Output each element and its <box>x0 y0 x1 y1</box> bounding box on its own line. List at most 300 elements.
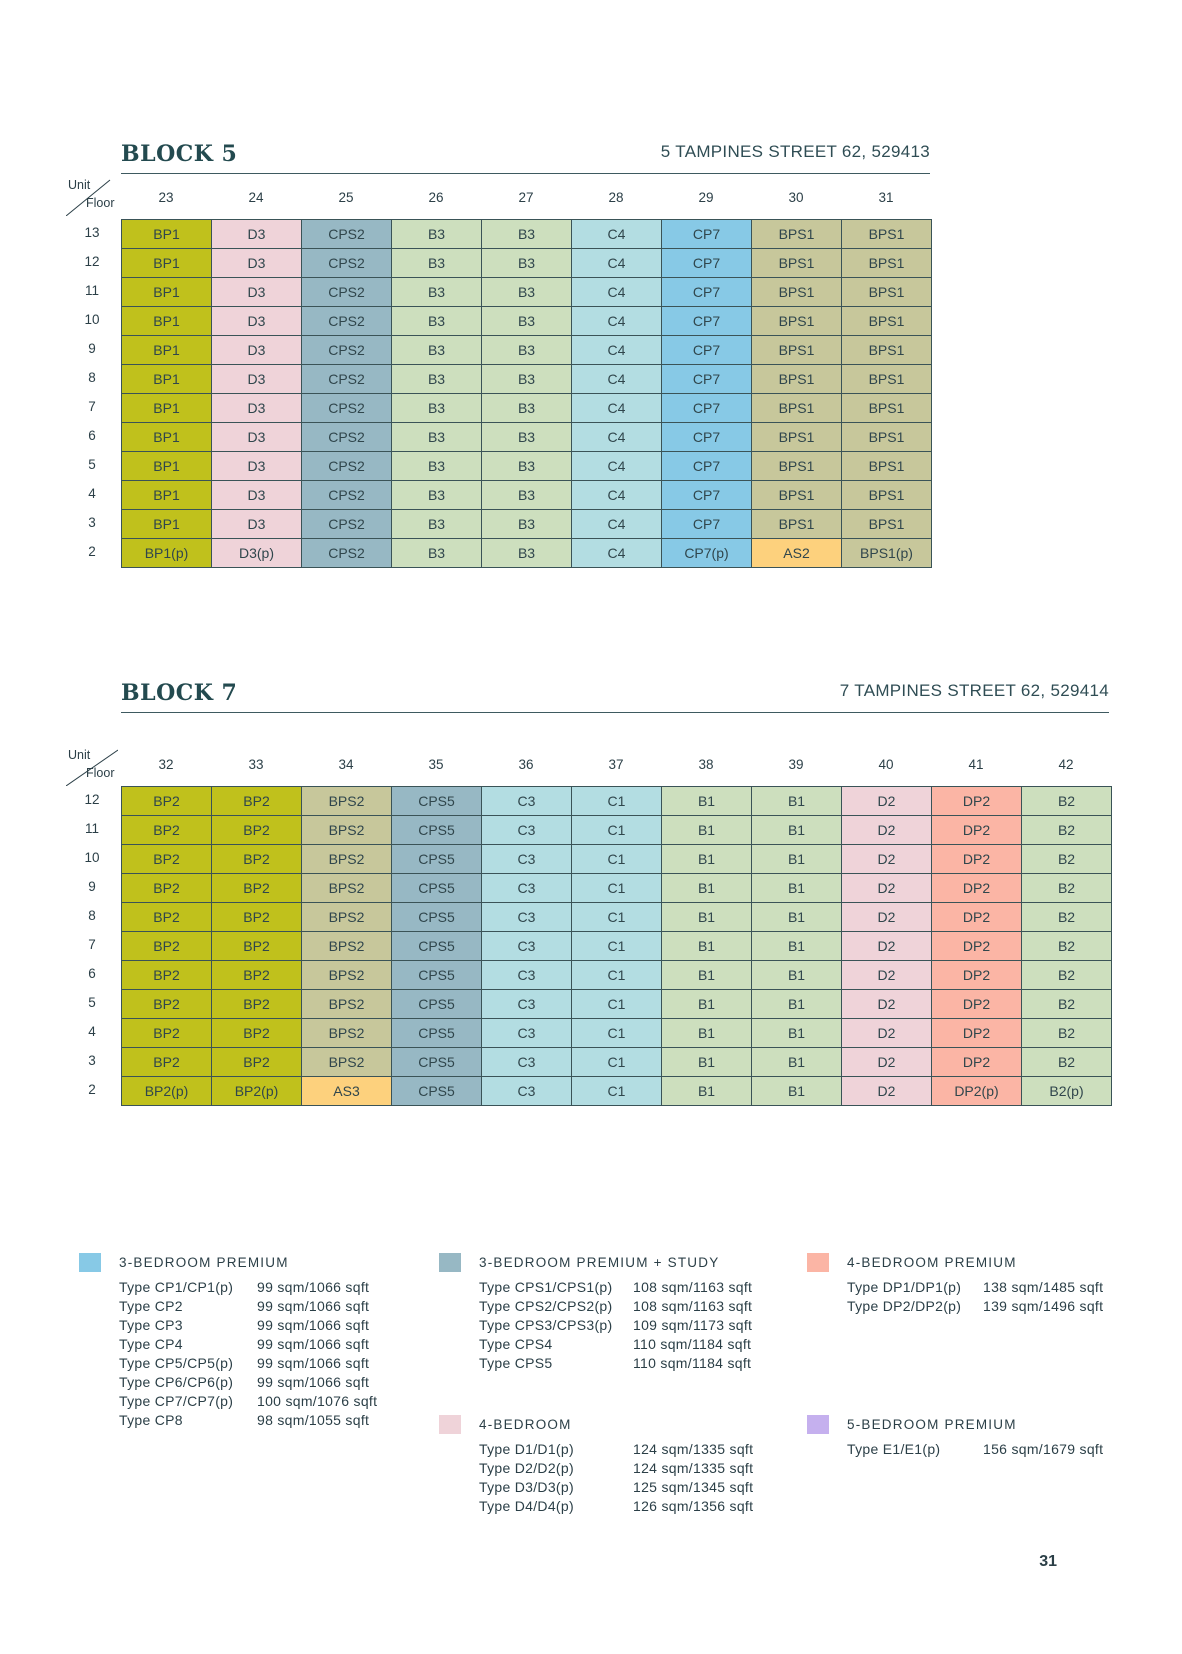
unit-cell: CPS5 <box>392 1077 482 1106</box>
grid-row <box>122 365 932 394</box>
unit-cell: CPS5 <box>392 874 482 903</box>
unit-cell: B2 <box>1022 1048 1112 1077</box>
unit-cell: BP2 <box>212 845 302 874</box>
unit-cell: C4 <box>572 307 662 336</box>
unit-cell: BP2 <box>122 1048 212 1077</box>
unit-cell: CP7 <box>662 220 752 249</box>
unit-cell: D2 <box>842 1077 932 1106</box>
unit-cell: CP7 <box>662 307 752 336</box>
unit-header: 27 <box>518 190 534 205</box>
unit-cell: BP2 <box>212 1019 302 1048</box>
corner-floor-label: Floor <box>86 766 115 780</box>
unit-cell: B1 <box>662 816 752 845</box>
unit-cell: BP2 <box>212 990 302 1019</box>
grid-row <box>122 249 932 278</box>
unit-cell: CP7 <box>662 365 752 394</box>
legend-type-area: 98 sqm/1055 sqft <box>257 1412 370 1428</box>
floor-header: 8 <box>88 370 96 385</box>
unit-cell: B3 <box>392 365 482 394</box>
unit-cell: CPS5 <box>392 903 482 932</box>
legend-type-area: 124 sqm/1335 sqft <box>633 1460 754 1476</box>
unit-cell: CPS5 <box>392 990 482 1019</box>
unit-cell: AS3 <box>302 1077 392 1106</box>
unit-cell: BP2 <box>122 816 212 845</box>
legend-type-area: 109 sqm/1173 sqft <box>633 1317 753 1333</box>
legend-type-area: 100 sqm/1076 sqft <box>257 1393 378 1409</box>
unit-cell: CPS2 <box>302 539 392 568</box>
unit-cell: B3 <box>392 336 482 365</box>
unit-cell: B3 <box>482 423 572 452</box>
unit-cell: C3 <box>482 990 572 1019</box>
unit-cell: BP1 <box>122 220 212 249</box>
unit-cell: BPS1 <box>842 278 932 307</box>
unit-cell: BP1(p) <box>122 539 212 568</box>
legend-type-name: Type CPS5 <box>479 1355 553 1371</box>
grid-row <box>122 874 1112 903</box>
floor-header: 9 <box>88 341 96 356</box>
unit-header: 38 <box>698 757 714 772</box>
legend-swatch <box>439 1415 461 1434</box>
floor-header: 12 <box>84 254 100 269</box>
block-5-corner-label <box>66 178 118 216</box>
unit-cell: CPS2 <box>302 336 392 365</box>
grid-row <box>122 394 932 423</box>
unit-cell: CP7 <box>662 423 752 452</box>
unit-cell: D2 <box>842 903 932 932</box>
block-7-address: 7 TAMPINES STREET 62, 529414 <box>839 681 1109 700</box>
unit-cell: B1 <box>752 961 842 990</box>
unit-header: 32 <box>158 757 174 772</box>
unit-header: 36 <box>518 757 534 772</box>
unit-cell: B3 <box>392 481 482 510</box>
unit-cell: BPS1 <box>752 278 842 307</box>
unit-cell: BP2 <box>122 903 212 932</box>
unit-cell: BP2 <box>122 1019 212 1048</box>
unit-cell: CPS2 <box>302 481 392 510</box>
unit-cell: DP2 <box>932 816 1022 845</box>
unit-cell: D3 <box>212 365 302 394</box>
unit-cell: BPS2 <box>302 932 392 961</box>
unit-cell: BP1 <box>122 423 212 452</box>
corner-unit-label: Unit <box>68 748 91 762</box>
unit-cell: AS2 <box>752 539 842 568</box>
unit-cell: CPS2 <box>302 365 392 394</box>
unit-cell: B3 <box>482 452 572 481</box>
unit-cell: B1 <box>752 1019 842 1048</box>
unit-cell: C1 <box>572 845 662 874</box>
unit-cell: B2 <box>1022 961 1112 990</box>
grid-row <box>122 1048 1112 1077</box>
unit-cell: B3 <box>392 423 482 452</box>
unit-cell: B1 <box>752 1077 842 1106</box>
unit-cell: CPS5 <box>392 845 482 874</box>
grid-row <box>122 307 932 336</box>
unit-cell: C1 <box>572 1019 662 1048</box>
block-5-header <box>121 120 930 174</box>
unit-cell: B1 <box>752 787 842 816</box>
unit-cell: C1 <box>572 874 662 903</box>
unit-cell: D3 <box>212 278 302 307</box>
unit-cell: BP2 <box>212 787 302 816</box>
floor-header: 5 <box>88 457 96 472</box>
unit-cell: BPS1 <box>842 510 932 539</box>
unit-cell: C3 <box>482 787 572 816</box>
legend-swatch <box>79 1253 101 1272</box>
unit-cell: CP7 <box>662 452 752 481</box>
unit-cell: BPS2 <box>302 1048 392 1077</box>
unit-cell: B2 <box>1022 1019 1112 1048</box>
unit-cell: CPS5 <box>392 787 482 816</box>
unit-cell: B1 <box>662 845 752 874</box>
legend-type-name: Type CP5/CP5(p) <box>119 1355 234 1371</box>
unit-cell: B1 <box>752 990 842 1019</box>
legend-type-name: Type D2/D2(p) <box>479 1460 574 1476</box>
block-7-title: BLOCK 7 <box>121 680 238 706</box>
unit-cell: C4 <box>572 365 662 394</box>
legend-type-name: Type CP3 <box>119 1317 183 1333</box>
unit-cell: BP1 <box>122 307 212 336</box>
unit-header: 40 <box>878 757 894 772</box>
legend-type-area: 126 sqm/1356 sqft <box>633 1498 754 1514</box>
unit-cell: BP2 <box>212 816 302 845</box>
grid-row <box>122 336 932 365</box>
unit-cell: B1 <box>662 961 752 990</box>
grid-row <box>122 510 932 539</box>
block-7-corner-label <box>66 748 118 786</box>
unit-header: 29 <box>698 190 714 205</box>
legend-category: 4-BEDROOM <box>479 1417 572 1432</box>
unit-header: 23 <box>158 190 174 205</box>
unit-cell: BPS1 <box>752 365 842 394</box>
legend-type-name: Type CP8 <box>119 1412 183 1428</box>
unit-cell: CP7 <box>662 510 752 539</box>
legend-type-area: 124 sqm/1335 sqft <box>633 1441 754 1457</box>
legend-type-area: 108 sqm/1163 sqft <box>633 1279 753 1295</box>
unit-cell: C3 <box>482 1048 572 1077</box>
unit-cell: C1 <box>572 903 662 932</box>
unit-cell: CPS2 <box>302 278 392 307</box>
unit-cell: B3 <box>392 278 482 307</box>
legend-type-name: Type CPS1/CPS1(p) <box>479 1279 613 1295</box>
unit-cell: B3 <box>392 307 482 336</box>
block-5-title: BLOCK 5 <box>121 141 238 167</box>
unit-cell: C3 <box>482 903 572 932</box>
floor-header: 12 <box>84 792 100 807</box>
floor-header: 6 <box>88 428 96 443</box>
unit-cell: CPS5 <box>392 932 482 961</box>
legend-type-name: Type CP4 <box>119 1336 183 1352</box>
unit-cell: BPS1(p) <box>842 539 932 568</box>
unit-cell: B2 <box>1022 874 1112 903</box>
unit-cell: C4 <box>572 481 662 510</box>
unit-cell: CPS2 <box>302 423 392 452</box>
floor-header: 11 <box>84 283 99 298</box>
unit-cell: BPS1 <box>752 220 842 249</box>
unit-cell: B1 <box>662 990 752 1019</box>
grid-row <box>122 452 932 481</box>
unit-cell: B2 <box>1022 903 1112 932</box>
unit-cell: CP7(p) <box>662 539 752 568</box>
legend-type-area: 125 sqm/1345 sqft <box>633 1479 754 1495</box>
unit-cell: CPS2 <box>302 307 392 336</box>
unit-cell: CPS2 <box>302 249 392 278</box>
grid-row <box>122 278 932 307</box>
floor-header: 5 <box>88 995 96 1010</box>
unit-cell: C1 <box>572 816 662 845</box>
unit-cell: BP2 <box>212 1048 302 1077</box>
grid-row <box>122 932 1112 961</box>
unit-cell: BP1 <box>122 278 212 307</box>
legend-type-area: 139 sqm/1496 sqft <box>983 1298 1104 1314</box>
unit-cell: D2 <box>842 1019 932 1048</box>
unit-cell: CPS2 <box>302 510 392 539</box>
floor-header: 3 <box>88 515 96 530</box>
floor-header: 4 <box>88 1024 96 1039</box>
unit-cell: B3 <box>482 510 572 539</box>
floor-header: 3 <box>88 1053 96 1068</box>
grid-row <box>122 787 1112 816</box>
floor-header: 2 <box>88 1082 96 1097</box>
unit-cell: B2 <box>1022 932 1112 961</box>
unit-cell: CP7 <box>662 249 752 278</box>
unit-cell: BP2 <box>122 932 212 961</box>
unit-cell: BP2 <box>122 874 212 903</box>
unit-cell: B1 <box>752 1048 842 1077</box>
unit-header: 26 <box>428 190 444 205</box>
unit-cell: CPS5 <box>392 1048 482 1077</box>
unit-cell: BPS1 <box>842 423 932 452</box>
legend-swatch <box>439 1253 461 1272</box>
unit-cell: CPS2 <box>302 220 392 249</box>
unit-cell: BP2 <box>212 961 302 990</box>
unit-cell: BPS2 <box>302 845 392 874</box>
unit-cell: B1 <box>662 787 752 816</box>
unit-cell: BP2 <box>122 990 212 1019</box>
grid-row <box>122 990 1112 1019</box>
floor-header: 6 <box>88 966 96 981</box>
unit-cell: BPS1 <box>752 452 842 481</box>
unit-cell: BPS2 <box>302 816 392 845</box>
unit-cell: C3 <box>482 932 572 961</box>
unit-cell: D2 <box>842 845 932 874</box>
unit-cell: B3 <box>392 452 482 481</box>
unit-cell: BPS1 <box>752 510 842 539</box>
legend-type-area: 110 sqm/1184 sqft <box>633 1336 752 1352</box>
unit-cell: DP2 <box>932 1048 1022 1077</box>
legend-type-name: Type D4/D4(p) <box>479 1498 574 1514</box>
unit-cell: DP2 <box>932 903 1022 932</box>
unit-cell: B3 <box>482 394 572 423</box>
legend-type-area: 108 sqm/1163 sqft <box>633 1298 753 1314</box>
unit-cell: CPS5 <box>392 1019 482 1048</box>
unit-cell: DP2 <box>932 1019 1022 1048</box>
legend-category: 3-BEDROOM PREMIUM + STUDY <box>479 1255 720 1270</box>
page-number: 31 <box>1039 1553 1057 1570</box>
unit-cell: C1 <box>572 990 662 1019</box>
grid-row <box>122 845 1112 874</box>
grid-row <box>122 1019 1112 1048</box>
legend-type-name: Type CP2 <box>119 1298 183 1314</box>
unit-cell: B3 <box>482 307 572 336</box>
unit-cell: DP2 <box>932 990 1022 1019</box>
unit-cell: D3 <box>212 394 302 423</box>
unit-cell: BPS2 <box>302 787 392 816</box>
unit-cell: BP1 <box>122 394 212 423</box>
unit-cell: C4 <box>572 249 662 278</box>
legend-type-name: Type E1/E1(p) <box>847 1441 941 1457</box>
unit-header: 42 <box>1058 757 1074 772</box>
unit-cell: BPS1 <box>752 336 842 365</box>
unit-cell: B2(p) <box>1022 1077 1112 1106</box>
unit-header: 39 <box>788 757 804 772</box>
unit-header: 28 <box>608 190 624 205</box>
unit-cell: BPS2 <box>302 874 392 903</box>
block-7-unit-grid <box>121 786 1112 1106</box>
unit-cell: D2 <box>842 990 932 1019</box>
unit-cell: B3 <box>482 481 572 510</box>
legend-type-name: Type CP6/CP6(p) <box>119 1374 234 1390</box>
unit-cell: CPS5 <box>392 816 482 845</box>
unit-header: 35 <box>428 757 444 772</box>
unit-cell: BPS1 <box>752 481 842 510</box>
legend-category: 3-BEDROOM PREMIUM <box>119 1255 289 1270</box>
unit-cell: B1 <box>662 903 752 932</box>
legend-category: 4-BEDROOM PREMIUM <box>847 1255 1017 1270</box>
unit-cell: B3 <box>482 249 572 278</box>
unit-cell: BPS1 <box>752 307 842 336</box>
floor-header: 2 <box>88 544 96 559</box>
unit-cell: C4 <box>572 336 662 365</box>
block-5-unit-grid <box>121 219 932 568</box>
legend-type-area: 99 sqm/1066 sqft <box>257 1374 370 1390</box>
unit-cell: C3 <box>482 845 572 874</box>
unit-cell: B2 <box>1022 787 1112 816</box>
floor-header: 10 <box>84 850 100 865</box>
unit-cell: B2 <box>1022 816 1112 845</box>
legend-type-area: 138 sqm/1485 sqft <box>983 1279 1104 1295</box>
unit-cell: BP2 <box>122 845 212 874</box>
unit-cell: B1 <box>662 932 752 961</box>
unit-cell: D2 <box>842 816 932 845</box>
unit-cell: C1 <box>572 1077 662 1106</box>
unit-cell: BPS1 <box>752 394 842 423</box>
unit-cell: D3(p) <box>212 539 302 568</box>
unit-cell: D2 <box>842 787 932 816</box>
unit-header: 33 <box>248 757 264 772</box>
unit-cell: DP2 <box>932 874 1022 903</box>
grid-row <box>122 1077 1112 1106</box>
unit-header: 30 <box>788 190 804 205</box>
floor-header: 9 <box>88 879 96 894</box>
unit-header: 24 <box>248 190 264 205</box>
block-7-header <box>121 660 1109 713</box>
unit-header: 41 <box>968 757 984 772</box>
unit-cell: D3 <box>212 423 302 452</box>
unit-cell: BPS1 <box>752 249 842 278</box>
grid-row <box>122 423 932 452</box>
unit-cell: C4 <box>572 539 662 568</box>
unit-cell: B1 <box>662 1019 752 1048</box>
unit-cell: BPS2 <box>302 990 392 1019</box>
unit-cell: BPS1 <box>842 452 932 481</box>
unit-cell: BPS1 <box>842 336 932 365</box>
unit-cell: BP2 <box>212 932 302 961</box>
unit-cell: B1 <box>752 845 842 874</box>
unit-cell: C3 <box>482 961 572 990</box>
unit-cell: B2 <box>1022 990 1112 1019</box>
legend-type-name: Type DP1/DP1(p) <box>847 1279 962 1295</box>
unit-cell: C1 <box>572 787 662 816</box>
grid-row <box>122 816 1112 845</box>
unit-cell: D3 <box>212 452 302 481</box>
legend-type-name: Type CPS4 <box>479 1336 553 1352</box>
legend-type-name: Type D3/D3(p) <box>479 1479 574 1495</box>
unit-cell: C1 <box>572 961 662 990</box>
unit-cell: D2 <box>842 1048 932 1077</box>
unit-cell: BPS2 <box>302 961 392 990</box>
unit-cell: C4 <box>572 278 662 307</box>
unit-cell: BP2(p) <box>212 1077 302 1106</box>
unit-cell: BP2 <box>122 787 212 816</box>
unit-cell: D3 <box>212 249 302 278</box>
legend-type-area: 99 sqm/1066 sqft <box>257 1317 370 1333</box>
legend-type-name: Type CP1/CP1(p) <box>119 1279 234 1295</box>
unit-cell: C1 <box>572 932 662 961</box>
unit-cell: BP1 <box>122 510 212 539</box>
unit-cell: CP7 <box>662 394 752 423</box>
unit-cell: BP1 <box>122 365 212 394</box>
floor-header: 4 <box>88 486 96 501</box>
legend-type-area: 99 sqm/1066 sqft <box>257 1355 370 1371</box>
unit-cell: C4 <box>572 423 662 452</box>
unit-cell: BPS1 <box>842 394 932 423</box>
unit-cell: C1 <box>572 1048 662 1077</box>
unit-cell: CPS2 <box>302 452 392 481</box>
legend-type-name: Type D1/D1(p) <box>479 1441 574 1457</box>
legend-type-name: Type CP7/CP7(p) <box>119 1393 234 1409</box>
unit-cell: BPS1 <box>842 365 932 394</box>
unit-cell: B1 <box>752 903 842 932</box>
unit-header: 37 <box>608 757 624 772</box>
unit-cell: BPS1 <box>842 249 932 278</box>
unit-cell: BP1 <box>122 452 212 481</box>
unit-cell: DP2 <box>932 932 1022 961</box>
legend-type-area: 156 sqm/1679 sqft <box>983 1441 1104 1457</box>
unit-cell: B3 <box>392 220 482 249</box>
unit-cell: B1 <box>752 874 842 903</box>
unit-cell: BPS1 <box>842 220 932 249</box>
grid-row <box>122 961 1112 990</box>
unit-cell: B3 <box>392 249 482 278</box>
unit-cell: CPS2 <box>302 394 392 423</box>
floor-header: 8 <box>88 908 96 923</box>
legend-type-name: Type DP2/DP2(p) <box>847 1298 962 1314</box>
unit-cell: B1 <box>662 1048 752 1077</box>
legend-type-name: Type CPS3/CPS3(p) <box>479 1317 613 1333</box>
unit-cell: B3 <box>482 539 572 568</box>
legend-swatch <box>807 1253 829 1272</box>
unit-cell: BP1 <box>122 336 212 365</box>
floor-header: 10 <box>84 312 100 327</box>
unit-cell: C4 <box>572 452 662 481</box>
legend-swatch <box>807 1415 829 1434</box>
unit-cell: B1 <box>752 816 842 845</box>
unit-cell: C3 <box>482 816 572 845</box>
floor-header: 13 <box>84 225 100 240</box>
unit-cell: C3 <box>482 1077 572 1106</box>
grid-row <box>122 220 932 249</box>
unit-cell: D3 <box>212 220 302 249</box>
